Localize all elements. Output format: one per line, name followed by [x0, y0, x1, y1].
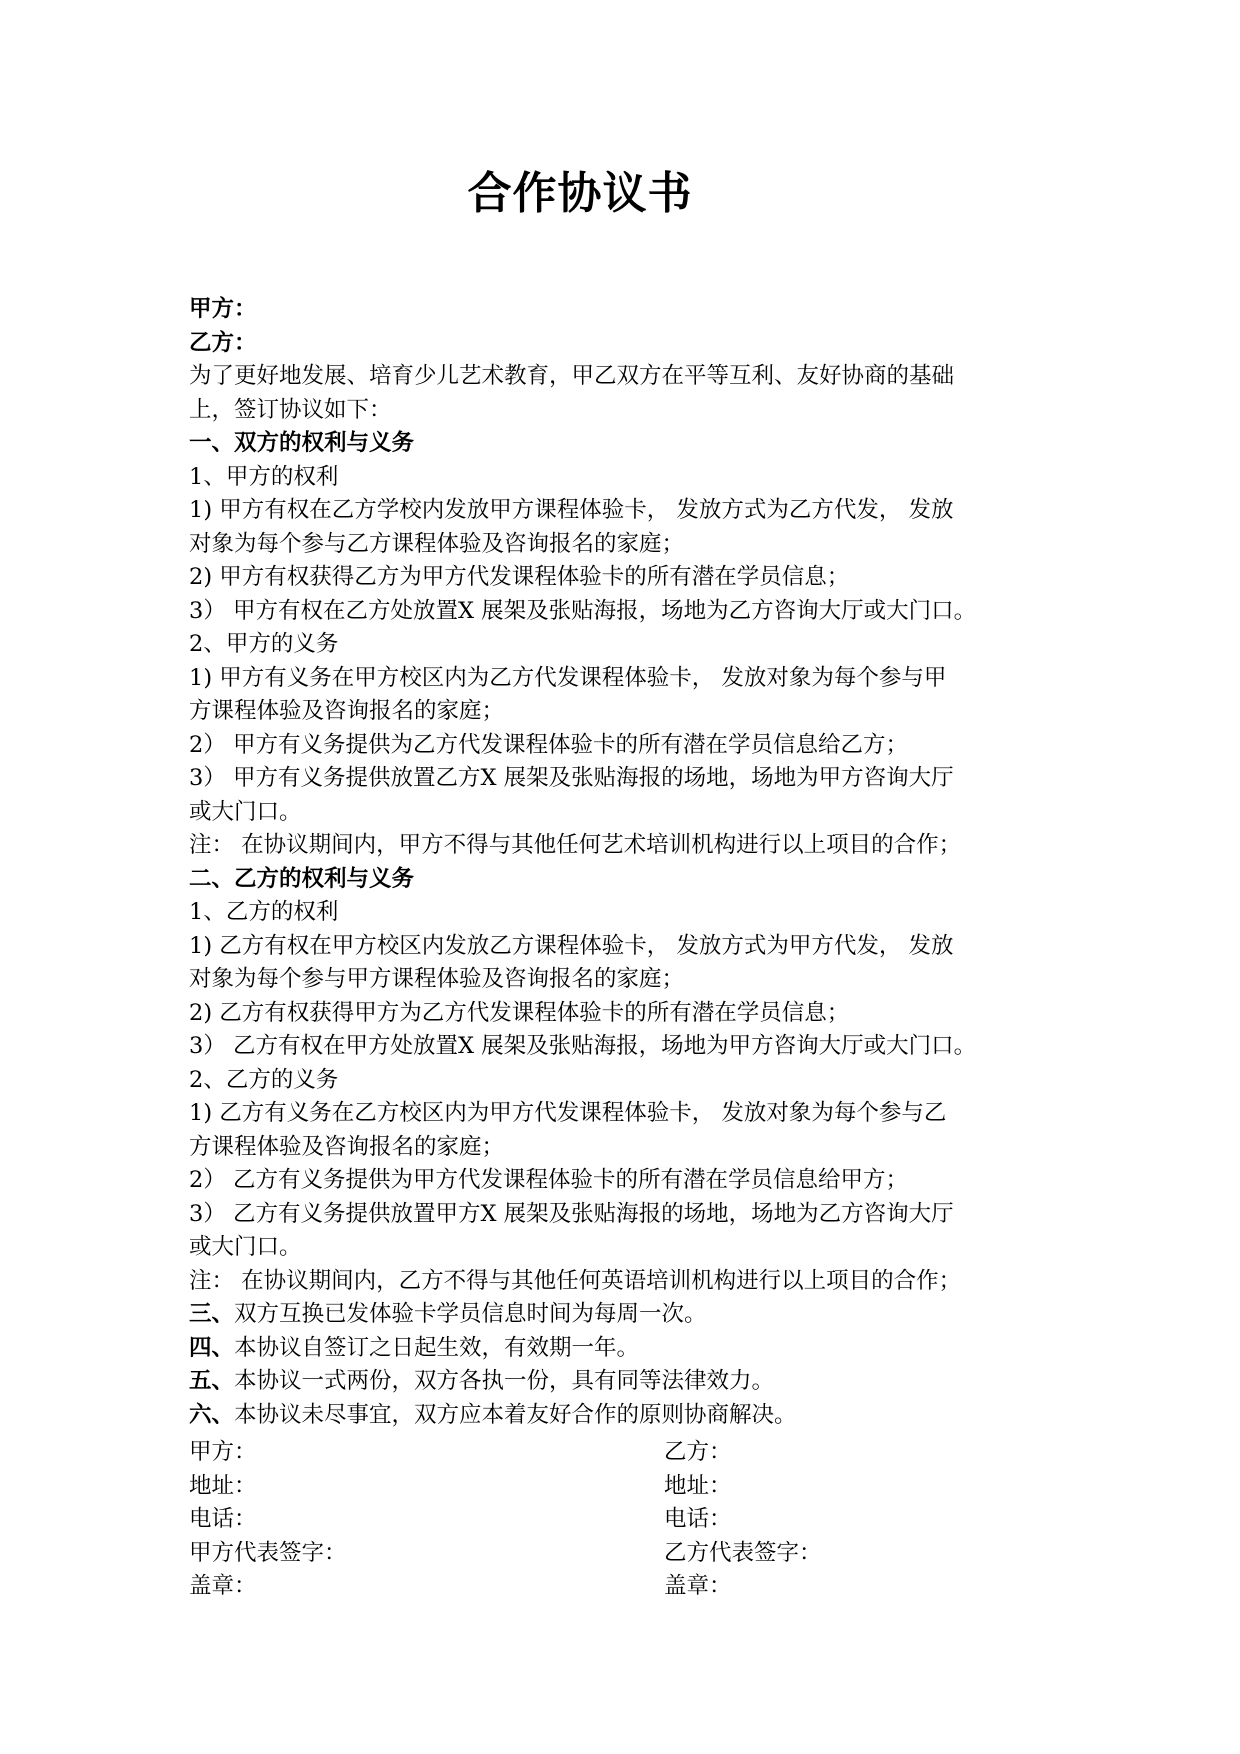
subsection-heading: 2、甲方的义务 — [189, 631, 339, 657]
clause-line: 1) 乙方有权在甲方校区内发放乙方课程体验卡， 发放方式为甲方代发， 发放 — [189, 932, 954, 959]
clause-text: 本协议一式两份，双方各执一份，具有同等法律效力。 — [234, 1368, 775, 1394]
section-heading: 二、乙方的权利与义务 — [189, 865, 415, 892]
signature-field: 盖章： — [189, 1573, 257, 1599]
clause-text: 本协议未尽事宜，双方应本着友好合作的原则协商解决。 — [234, 1401, 797, 1428]
clause-line: 3） 甲方有义务提供放置乙方X 展架及张贴海报的场地，场地为甲方咨询大厅 — [189, 765, 954, 791]
clause-line: 或大门口。 — [189, 798, 302, 825]
clause-line: 3） 乙方有权在甲方处放置X 展架及张贴海报，场地为甲方咨询大厅或大门口。 — [189, 1033, 977, 1059]
signature-field: 地址： — [664, 1472, 732, 1499]
numbered-clause — [189, 1332, 1069, 1366]
clause-line: 对象为每个参与甲方课程体验及咨询报名的家庭； — [189, 966, 685, 992]
clause-number: 六、 — [189, 1401, 235, 1428]
document-title: 合作协议书 — [467, 168, 693, 219]
clause-line: 3） 甲方有权在乙方处放置X 展架及张贴海报，场地为乙方咨询大厅或大门口。 — [189, 597, 977, 624]
party-a-signature-block — [189, 1436, 347, 1604]
signature-field: 乙方代表签字： — [664, 1539, 822, 1566]
signature-field: 电话： — [664, 1506, 732, 1532]
party-b-label: 乙方： — [189, 329, 257, 356]
clause-number: 四、 — [189, 1334, 235, 1361]
clause-number: 五、 — [189, 1368, 235, 1394]
subsection-heading: 1、甲方的权利 — [189, 463, 339, 490]
subsection-heading: 2、乙方的义务 — [189, 1066, 339, 1093]
numbered-clause — [189, 1365, 1069, 1399]
clause-line: 1) 乙方有义务在乙方校区内为甲方代发课程体验卡， 发放对象为每个参与乙 — [189, 1100, 947, 1126]
signature-field: 甲方： — [189, 1439, 257, 1465]
clause-line: 2) 甲方有权获得乙方为甲方代发课程体验卡的所有潜在学员信息； — [189, 564, 850, 590]
numbered-clause — [189, 1298, 1069, 1332]
party-b-signature-block — [664, 1436, 822, 1604]
signature-field: 盖章： — [664, 1573, 732, 1599]
signature-field: 电话： — [189, 1506, 257, 1532]
clause-line: 1) 甲方有权在乙方学校内发放甲方课程体验卡， 发放方式为乙方代发， 发放 — [189, 497, 954, 523]
clause-line: 2） 乙方有义务提供为甲方代发课程体验卡的所有潜在学员信息给甲方； — [189, 1167, 908, 1193]
clause-text: 双方互换已发体验卡学员信息时间为每周一次。 — [234, 1301, 707, 1327]
intro-line: 上，签订协议如下： — [189, 396, 392, 423]
contract-body — [189, 293, 1069, 1432]
signature-field: 地址： — [189, 1472, 257, 1499]
signature-field: 甲方代表签字： — [189, 1539, 347, 1566]
numbered-clause — [189, 1399, 1069, 1433]
section-heading: 一、双方的权利与义务 — [189, 430, 415, 456]
note-line: 注： 在协议期间内，甲方不得与其他任何艺术培训机构进行以上项目的合作； — [189, 832, 962, 858]
note-line: 注： 在协议期间内，乙方不得与其他任何英语培训机构进行以上项目的合作； — [189, 1267, 962, 1294]
clause-line: 2） 甲方有义务提供为乙方代发课程体验卡的所有潜在学员信息给乙方； — [189, 731, 908, 758]
intro-line: 为了更好地发展、培育少儿艺术教育，甲乙双方在平等互利、友好协商的基础 — [189, 363, 955, 389]
party-a-label: 甲方： — [189, 296, 257, 322]
clause-line: 对象为每个参与乙方课程体验及咨询报名的家庭； — [189, 530, 685, 557]
clause-line: 2) 乙方有权获得甲方为乙方代发课程体验卡的所有潜在学员信息； — [189, 999, 850, 1026]
clause-text: 本协议自签订之日起生效，有效期一年。 — [234, 1334, 640, 1361]
clause-line: 方课程体验及咨询报名的家庭； — [189, 698, 505, 724]
signature-field: 乙方： — [664, 1439, 732, 1465]
subsection-heading: 1、乙方的权利 — [189, 899, 339, 925]
clause-line: 方课程体验及咨询报名的家庭； — [189, 1133, 505, 1160]
clause-line: 3） 乙方有义务提供放置甲方X 展架及张贴海报的场地，场地为乙方咨询大厅 — [189, 1200, 954, 1227]
clause-number: 三、 — [189, 1301, 235, 1327]
clause-line: 或大门口。 — [189, 1234, 302, 1260]
clause-line: 1) 甲方有义务在甲方校区内为乙方代发课程体验卡， 发放对象为每个参与甲 — [189, 664, 947, 691]
